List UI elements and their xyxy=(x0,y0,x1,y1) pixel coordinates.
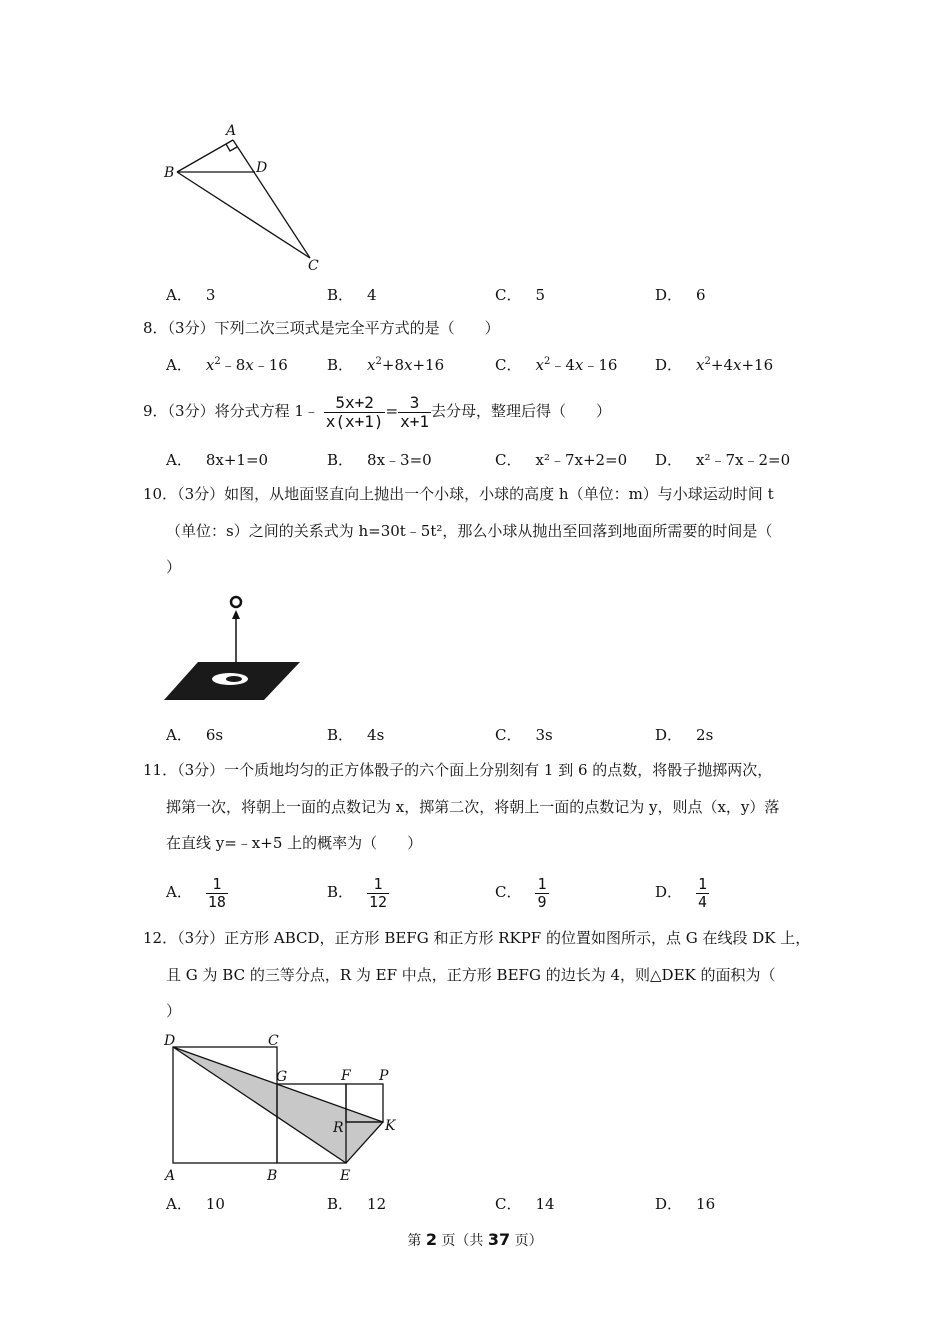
q9-fraction-1: $\frac{5x+2}{x(x+1)}$ xyxy=(325,392,384,431)
q12-option-a[interactable]: A． 10 xyxy=(166,1195,225,1213)
q9-option-b[interactable]: B． 8x﹣3=0 xyxy=(327,451,432,469)
arrow-head xyxy=(232,610,240,619)
q12-option-c[interactable]: C． 14 xyxy=(495,1195,555,1213)
q12-options xyxy=(0,1192,950,1216)
label-D: D xyxy=(256,160,268,176)
q9-stem: 9．（3分）将分式方程 1﹣ $\frac{5x+2}{x(x+1)}$ = $\frac{3}{x+1}$ 去分母，整理后得（ ） xyxy=(143,392,611,431)
q11-options xyxy=(0,872,950,914)
label-B: B xyxy=(267,1168,278,1184)
q8-option-b[interactable]: B． $x^2+8x+16$ xyxy=(327,356,445,374)
q12-option-d[interactable]: D． 16 xyxy=(655,1195,716,1213)
q12-option-b[interactable]: B． 12 xyxy=(327,1195,387,1213)
segment-BA xyxy=(177,140,233,172)
q10-options xyxy=(0,723,950,747)
q11-option-c[interactable]: C． $\frac{1}{9}$ xyxy=(495,874,547,911)
segment-AC xyxy=(233,140,310,258)
segment-BC xyxy=(177,172,310,258)
q12-stem-line3: ） xyxy=(166,1002,182,1020)
q11-stem-line3: 在直线 y=﹣x+5 上的概率为（ ） xyxy=(166,834,423,852)
q11-fraction-c: $\frac{1}{9}$ xyxy=(537,874,547,911)
q8-option-c[interactable]: C． $x^2﹣4x﹣16$ xyxy=(495,356,618,374)
q11-option-b[interactable]: B． $\frac{1}{12}$ xyxy=(327,874,388,911)
page-number: 2 xyxy=(425,1230,437,1249)
label-K: K xyxy=(385,1118,396,1134)
q11-stem-line1: 11．（3分）一个质地均匀的正方体骰子的六个面上分别刻有 1 到 6 的点数，将骰子抛掷两次， xyxy=(143,761,773,779)
q10-option-a[interactable]: A． 6s xyxy=(166,726,224,744)
q10-stem-line1: 10．（3分）如图，从地面竖直向上抛出一个小球，小球的高度 h（单位：m）与小球运动时间 t xyxy=(143,485,774,503)
q8-option-a[interactable]: A． $x^2﹣8x﹣16$ xyxy=(166,356,288,374)
q11-fraction-a: $\frac{1}{18}$ xyxy=(207,874,226,911)
q11-option-a[interactable]: A． $\frac{1}{18}$ xyxy=(166,874,226,911)
label-B: B xyxy=(164,165,175,181)
squares-figure xyxy=(160,1028,410,1188)
q8-options xyxy=(0,353,950,377)
q7-options xyxy=(0,283,950,307)
q11-option-d[interactable]: D． $\frac{1}{4}$ xyxy=(655,874,708,911)
q8-option-d[interactable]: D． $x^2+4x+16$ xyxy=(655,356,774,374)
q11-fraction-d: $\frac{1}{4}$ xyxy=(698,874,708,911)
label-A: A xyxy=(165,1168,176,1184)
right-angle-mark xyxy=(226,144,237,151)
q7-option-a[interactable]: A． 3 xyxy=(166,286,216,304)
triangle-figure xyxy=(160,118,330,278)
page-total: 37 xyxy=(487,1230,511,1249)
label-A: A xyxy=(226,123,237,139)
q11-fraction-b: $\frac{1}{12}$ xyxy=(369,874,388,911)
q10-option-b[interactable]: B． 4s xyxy=(327,726,385,744)
label-C: C xyxy=(308,258,319,274)
q9-option-a[interactable]: A． 8x+1=0 xyxy=(166,451,269,469)
label-P: P xyxy=(379,1068,389,1084)
q9-options xyxy=(0,448,950,472)
label-C: C xyxy=(268,1033,279,1049)
q12-stem-line1: 12．（3分）正方形 ABCD，正方形 BEFG 和正方形 RKPF 的位置如图所示，点 G 在线段 DK 上， xyxy=(143,929,811,947)
q12-stem-line2: 且 G 为 BC 的三等分点，R 为 EF 中点，正方形 BEFG 的边长为 4，则△DEK 的面积为（ xyxy=(166,966,776,984)
label-E: E xyxy=(340,1168,351,1184)
q9-option-d[interactable]: D． x²﹣7x﹣2=0 xyxy=(655,451,791,469)
hand-detail xyxy=(226,676,242,682)
q9-fraction-2: $\frac{3}{x+1}$ xyxy=(400,392,429,431)
ball-icon xyxy=(231,597,241,607)
shaded-triangle-DEK xyxy=(173,1047,383,1163)
q7-option-c[interactable]: C． 5 xyxy=(495,286,546,304)
q11-stem-line2: 掷第一次，将朝上一面的点数记为 x，掷第二次，将朝上一面的点数记为 y，则点（x，y）落 xyxy=(166,798,780,816)
q10-option-d[interactable]: D． 2s xyxy=(655,726,714,744)
page-footer: 第 2 页（共 37 页） xyxy=(407,1230,543,1249)
ball-throw-figure xyxy=(160,590,310,705)
q9-option-c[interactable]: C． x²﹣7x+2=0 xyxy=(495,451,628,469)
label-F: F xyxy=(341,1068,351,1084)
q8-stem: 8．（3分）下列二次三项式是完全平方式的是（ ） xyxy=(143,319,500,337)
q7-option-b[interactable]: B． 4 xyxy=(327,286,377,304)
q10-stem-line2: （单位：s）之间的关系式为 h=30t﹣5t²，那么小球从抛出至回落到地面所需要的时间是（ xyxy=(166,522,773,540)
label-G: G xyxy=(276,1069,288,1085)
q10-option-c[interactable]: C． 3s xyxy=(495,726,553,744)
label-R: R xyxy=(333,1120,344,1136)
q7-option-d[interactable]: D． 6 xyxy=(655,286,706,304)
label-D: D xyxy=(164,1033,176,1049)
q10-stem-line3: ） xyxy=(166,558,182,576)
